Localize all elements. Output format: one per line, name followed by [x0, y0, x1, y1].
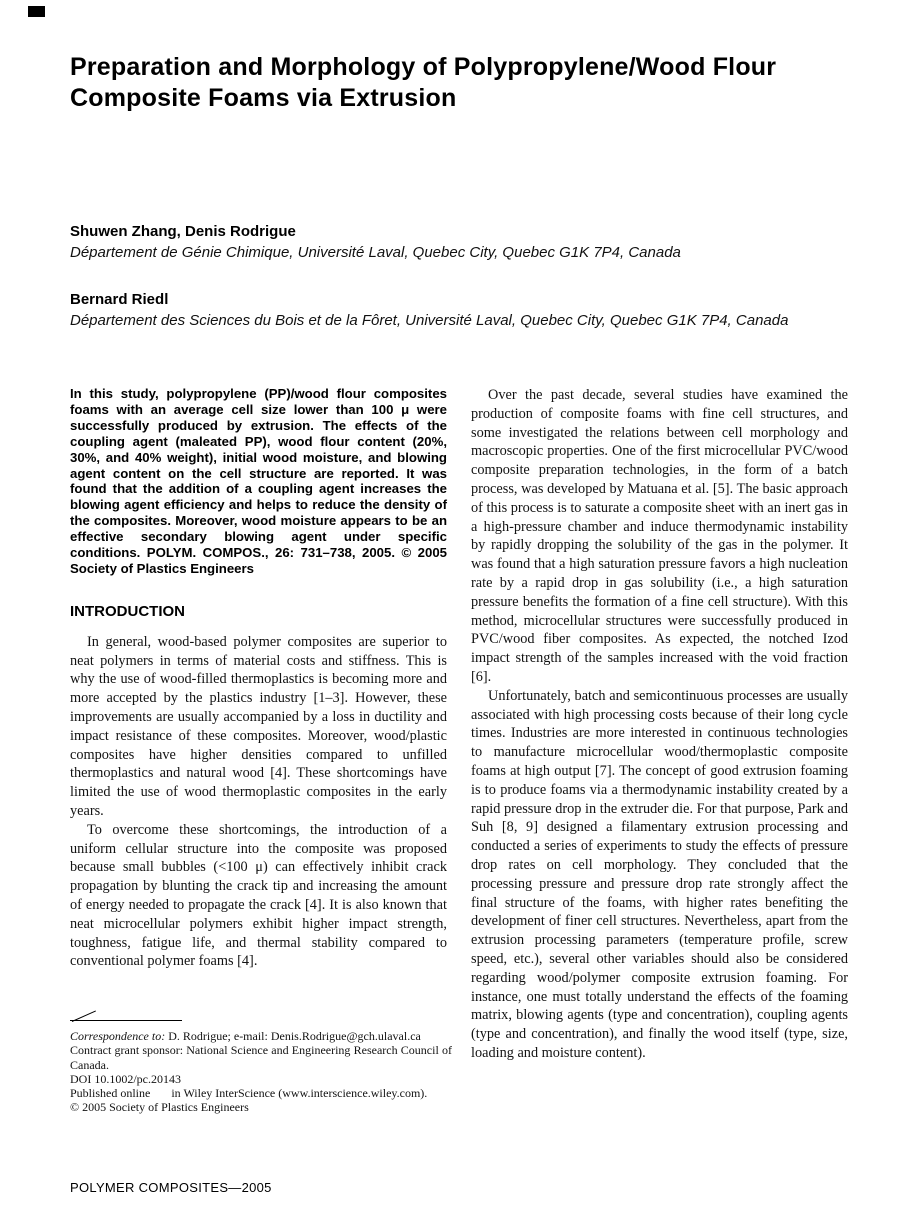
footnote-rule [70, 1020, 182, 1021]
left-column [70, 386, 447, 1063]
footnote-correspondence-label: Correspondence to: [70, 1029, 166, 1043]
footnote-published-online: Published online in Wiley InterScience (www.interscience.wiley.com). [70, 1086, 428, 1101]
journal-footer: POLYMER COMPOSITES—2005 [70, 1180, 272, 1195]
footnote-grant: Contract grant sponsor: National Science and Engineering Research Council of Canada. [70, 1043, 452, 1072]
footnote-block [70, 1012, 452, 1115]
author-affiliation: Département des Sciences du Bois et de la Fôret, Université Laval, Quebec City, Quebec G1K 7P4, Canada [70, 312, 789, 329]
author-names: Bernard Riedl [70, 291, 169, 308]
registration-mark [28, 6, 45, 17]
footnote-copyright: © 2005 Society of Plastics Engineers [70, 1100, 249, 1115]
author-block [70, 221, 848, 331]
footnote-doi: DOI 10.1002/pc.20143 [70, 1071, 181, 1086]
two-column-body [70, 386, 848, 1063]
footnote-correspondence-text: D. Rodrigue; e-mail: Denis.Rodrigue@gch.ulaval.ca [168, 1029, 421, 1043]
footnote-separator [70, 1012, 182, 1024]
abstract-text: In this study, polypropylene (PP)/wood flour composites foams with an average cell size lower than 100 μ were successfully produced by extrusion. The effects of the coupling agent (maleated PP), wood flour content (20%, 30%, and 40% weight), initial wood moisture, and blowing agent content on the cell structure are reported. It was found that the addition of a coupling agent increases the blowing agent efficiency and helps to reduce the density of the composites. Moreover, wood moisture appears to be an effective secondary blowing agent under specific conditions. POLYM. COMPOS., 26: 731–738, 2005. © 2005 Society of Plastics Engineers [70, 386, 447, 576]
author-names: Shuwen Zhang, Denis Rodrigue [70, 223, 296, 240]
section-heading-introduction: INTRODUCTION [70, 602, 185, 620]
paragraph: In general, wood-based polymer composites are superior to neat polymers in terms of material costs and stiffness. This is why the use of wood-filled thermoplastics is becoming more and more accepted by the plastics industry [1–3]. However, these improvements are usually accompanied by a loss in ductility and impact resistance of these composites. Moreover, wood/plastic composites have higher densities compared to unfilled thermoplastics and natural wood [4]. These shortcomings have limited the use of wood thermoplastic composites in the early years. [70, 633, 447, 820]
right-column [471, 386, 848, 1063]
paragraph: Over the past decade, several studies have examined the production of composite foams with fine cell structures, and some investigated the relations between cell morphology and macroscopic properties. One of the first microcellular PVC/wood composite preparation technologies, in the form of a batch process, was developed by Matuana et al. [5]. The basic approach of this process is to saturate a composite sheet with an inert gas in a high-pressure chamber and induce thermodynamic instability by rapidly dropping the solubility of the gas in the polymer. It was found that a high saturation pressure favors a high nucleation rate by a rapid drop in gas solubility (i.e., a high saturation pressure benefits the formation of a fine cell structure). With this method, microcellular structures were successfully produced in PVC/wood fiber composites. As expected, the notched Izod impact strength of the samples increased with the void fraction [6]. [471, 387, 848, 685]
paragraph: To overcome these shortcomings, the introduction of a uniform cellular structure into the composite was proposed because small bubbles (<100 μ) can effectively inhibit crack propagation by blunting the crack tip and increasing the amount of energy needed to propagate the crack [4]. It is also known that neat microcellular polymers exhibit higher impact strength, toughness, fatigue life, and thermal stability compared to conventional polymer foams [4]. [70, 821, 447, 970]
author-group [70, 221, 848, 263]
author-group [70, 289, 848, 331]
paper-title: Preparation and Morphology of Polypropylene/Wood Flour Composite Foams via Extrusion [70, 53, 777, 112]
footnote-correspondence [70, 1029, 452, 1043]
author-affiliation: Département de Génie Chimique, Université Laval, Quebec City, Quebec G1K 7P4, Canada [70, 244, 681, 261]
paragraph: Unfortunately, batch and semicontinuous processes are usually associated with high processing costs because of their long cycle times. Industries are more interested in continuous technologies to manufacture microcellular wood/thermoplastic composite foams at high output [7]. The concept of good extrusion foaming is to produce foams via a thermodynamic instability created by a rapid pressure drop in the extruder die. For that purpose, Park and Suh [8, 9] designed a filamentary extrusion processing and conducted a series of experiments to study the effects of pressure drop rates on cell morphology. They concluded that the processing pressure and pressure drop rate strongly affect the final structure of the foams, with higher rates benefiting the development of finer cell structures. Nevertheless, apart from the extrusion processing parameters (temperature profile, screw speed, etc.), several other variables should also be considered regarding wood/polymer composite extrusion foaming. For instance, one must totally understand the effects of the foaming matrix, blowing agents (type and concentration), coupling agents (type and concentration), and finally the wood itself (type, size, loading and moisture content). [471, 687, 848, 1061]
